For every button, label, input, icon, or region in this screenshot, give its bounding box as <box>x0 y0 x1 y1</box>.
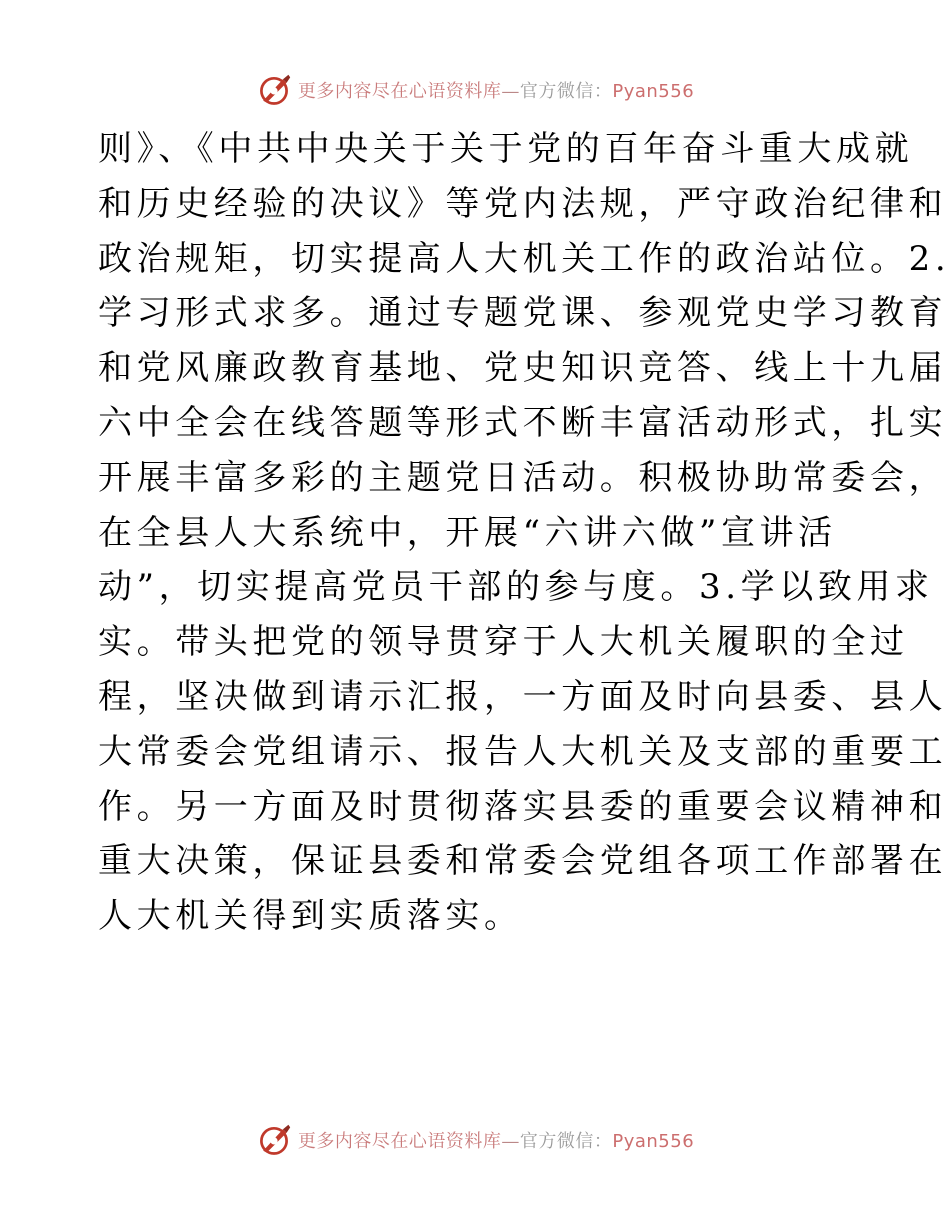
red-pen-quill-logo-icon <box>256 72 292 108</box>
body-line: 作。另一方面及时贯彻落实县委的重要会议精神和 <box>98 786 948 827</box>
body-line: 重大决策，保证县委和常委会党组各项工作部署在 <box>98 841 948 882</box>
watermark-separator: — <box>501 1131 520 1152</box>
body-line: 程，坚决做到请示汇报，一方面及时向县委、县人 <box>98 676 948 717</box>
body-line: 开展丰富多彩的主题党日活动。积极协助常委会， <box>98 457 948 498</box>
red-pen-quill-logo-icon <box>256 1122 292 1158</box>
body-line: 动”，切实提高党员干部的参与度。3.学以致用求 <box>98 567 934 608</box>
header-watermark <box>0 70 950 110</box>
body-line: 和党风廉政教育基地、党史知识竞答、线上十九届 <box>98 348 948 389</box>
body-line: 则》、《中共中央关于关于党的百年奋斗重大成就 <box>98 129 914 169</box>
body-line: 和历史经验的决议》等党内法规，严守政治纪律和 <box>98 183 948 224</box>
document-body <box>98 122 950 944</box>
footer-watermark <box>0 1120 950 1160</box>
watermark-text <box>298 1127 694 1153</box>
watermark-wechat-id: Pyan556 <box>612 1131 695 1152</box>
watermark-official-label: 官方微信： <box>519 1131 613 1152</box>
body-line: 学习形式求多。通过专题党课、参观党史学习教育 <box>98 293 948 334</box>
body-line: 政治规矩，切实提高人大机关工作的政治站位。2. <box>98 238 950 279</box>
watermark-separator: — <box>501 81 520 102</box>
body-line: 在全县人大系统中，开展“六讲六做”宣讲活 <box>98 512 837 553</box>
watermark-text <box>298 77 694 103</box>
watermark-site-text: 更多内容尽在心语资料库 <box>297 1131 502 1152</box>
body-line: 六中全会在线答题等形式不断丰富活动形式，扎实 <box>98 402 948 443</box>
body-line: 人大机关得到实质落实。 <box>98 896 523 937</box>
body-line: 大常委会党组请示、报告人大机关及支部的重要工 <box>98 731 948 772</box>
watermark-wechat-id: Pyan556 <box>612 81 695 102</box>
watermark-official-label: 官方微信： <box>519 81 613 102</box>
body-line: 实。带头把党的领导贯穿于人大机关履职的全过 <box>98 622 909 663</box>
watermark-site-text: 更多内容尽在心语资料库 <box>297 81 502 102</box>
